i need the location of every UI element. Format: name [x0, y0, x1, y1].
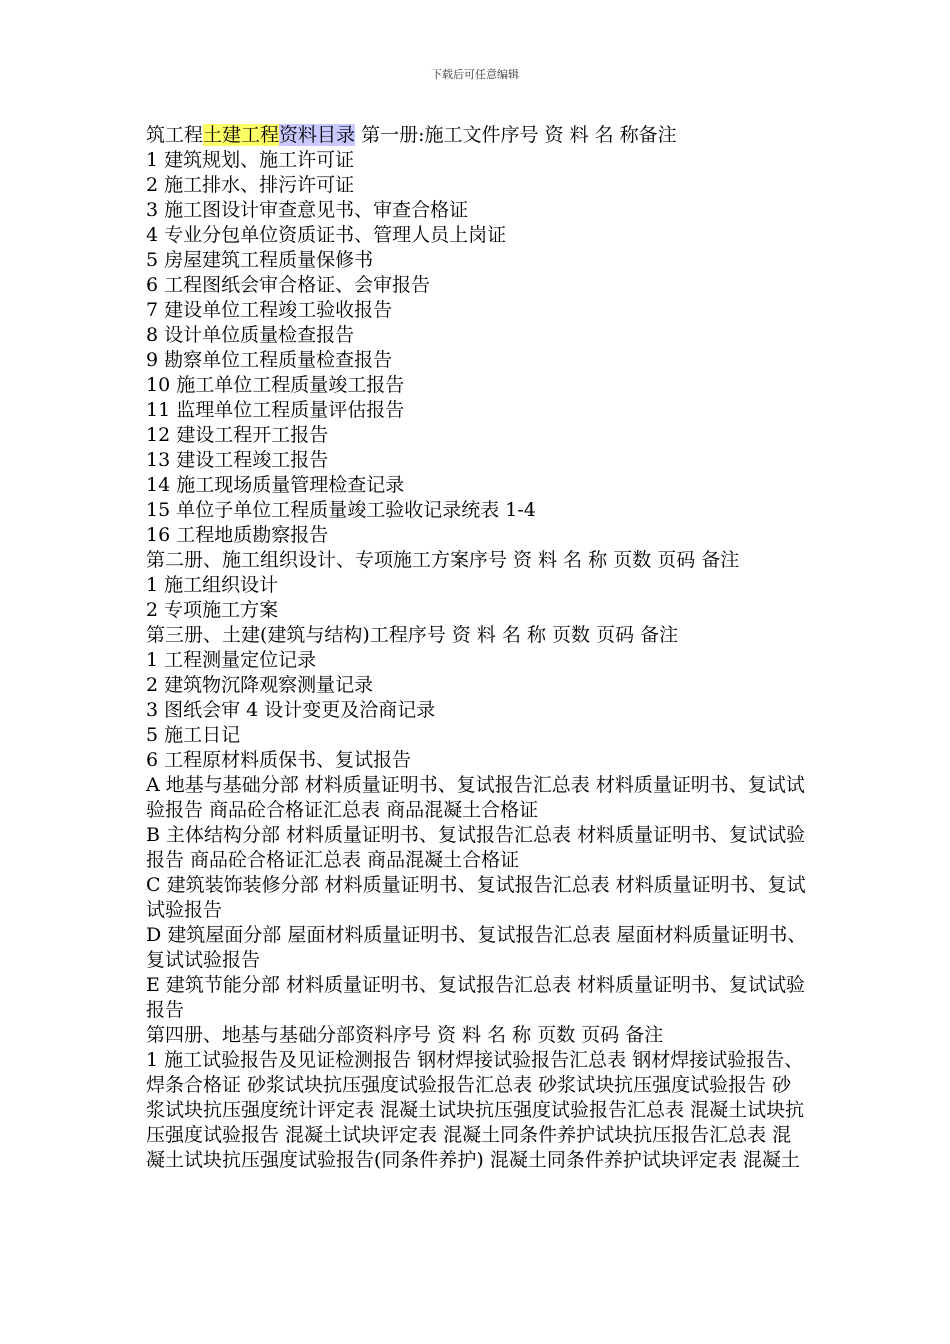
list-item: 5 施工日记 — [146, 724, 241, 746]
list-item: B 主体结构分部 材料质量证明书、复试报告汇总表 材料质量证明书、复试试验报告 商品砼合格证汇总表 商品混凝土合格证 — [146, 824, 806, 871]
list-item: 14 施工现场质量管理检查记录 — [146, 474, 405, 496]
list-item: 5 房屋建筑工程质量保修书 — [146, 249, 374, 271]
list-item: 7 建设单位工程竣工验收报告 — [146, 299, 393, 321]
list-item: 2 施工排水、排污许可证 — [146, 174, 355, 196]
section-heading: 第二册、施工组织设计、专项施工方案序号 资 料 名 称 页数 页码 备注 — [146, 549, 740, 571]
list-item: 1 工程测量定位记录 — [146, 649, 317, 671]
list-item: 13 建设工程竣工报告 — [146, 449, 329, 471]
list-item: 1 施工试验报告及见证检测报告 钢材焊接试验报告汇总表 钢材焊接试验报告、焊条合格证 砂浆试块抗压强度试验报告汇总表 砂浆试块抗压强度试验报告 砂浆试块抗压强度统计评定表 混凝土试块抗压强度试验报告汇总表 混凝土试块抗压强度试验报告 混凝土试块评定表 混凝土同条件养护试块抗压报告汇总表 混凝土试块抗压强度试验报告(同条件养护) 混凝土同条件养护试块评定表 混凝土 — [146, 1049, 805, 1171]
list-item: 1 施工组织设计 — [146, 574, 279, 596]
list-item: 10 施工单位工程质量竣工报告 — [146, 374, 405, 396]
list-item: 4 专业分包单位资质证书、管理人员上岗证 — [146, 224, 507, 246]
list-item: 3 施工图设计审查意见书、审查合格证 — [146, 199, 469, 221]
section-heading: 第三册、土建(建筑与结构)工程序号 资 料 名 称 页数 页码 备注 — [146, 624, 679, 646]
title-highlight-purple: 资料目录 — [279, 124, 356, 146]
page-header: 下载后可任意编辑 — [431, 68, 519, 81]
list-item: D 建筑屋面分部 屋面材料质量证明书、复试报告汇总表 屋面材料质量证明书、复试试验报告 — [146, 924, 807, 971]
title-line — [146, 123, 810, 148]
list-item: 15 单位子单位工程质量竣工验收记录统表 1-4 — [146, 499, 536, 521]
section-heading: 第四册、地基与基础分部资料序号 资 料 名 称 页数 页码 备注 — [146, 1024, 664, 1046]
document-body — [146, 123, 810, 1173]
list-item: A 地基与基础分部 材料质量证明书、复试报告汇总表 材料质量证明书、复试试验报告 商品砼合格证汇总表 商品混凝土合格证 — [146, 774, 805, 821]
title-prefix: 筑工程 — [146, 124, 204, 146]
list-item: 2 建筑物沉降观察测量记录 — [146, 674, 374, 696]
title-highlight-yellow: 土建工程 — [203, 124, 280, 146]
list-item: 3 图纸会审 4 设计变更及洽商记录 — [146, 699, 436, 721]
list-item: 9 勘察单位工程质量检查报告 — [146, 349, 393, 371]
list-item: 12 建设工程开工报告 — [146, 424, 329, 446]
list-item: 6 工程原材料质保书、复试报告 — [146, 749, 412, 771]
list-item: 8 设计单位质量检查报告 — [146, 324, 355, 346]
list-item: 11 监理单位工程质量评估报告 — [146, 399, 405, 421]
list-item: 6 工程图纸会审合格证、会审报告 — [146, 274, 431, 296]
title-suffix: 第一册:施工文件序号 资 料 名 称备注 — [355, 124, 677, 146]
list-item: E 建筑节能分部 材料质量证明书、复试报告汇总表 材料质量证明书、复试试验报告 — [146, 974, 805, 1021]
list-item: 16 工程地质勘察报告 — [146, 524, 329, 546]
list-item: 1 建筑规划、施工许可证 — [146, 149, 355, 171]
list-item: 2 专项施工方案 — [146, 599, 279, 621]
list-item: C 建筑装饰装修分部 材料质量证明书、复试报告汇总表 材料质量证明书、复试试验报告 — [146, 874, 806, 921]
